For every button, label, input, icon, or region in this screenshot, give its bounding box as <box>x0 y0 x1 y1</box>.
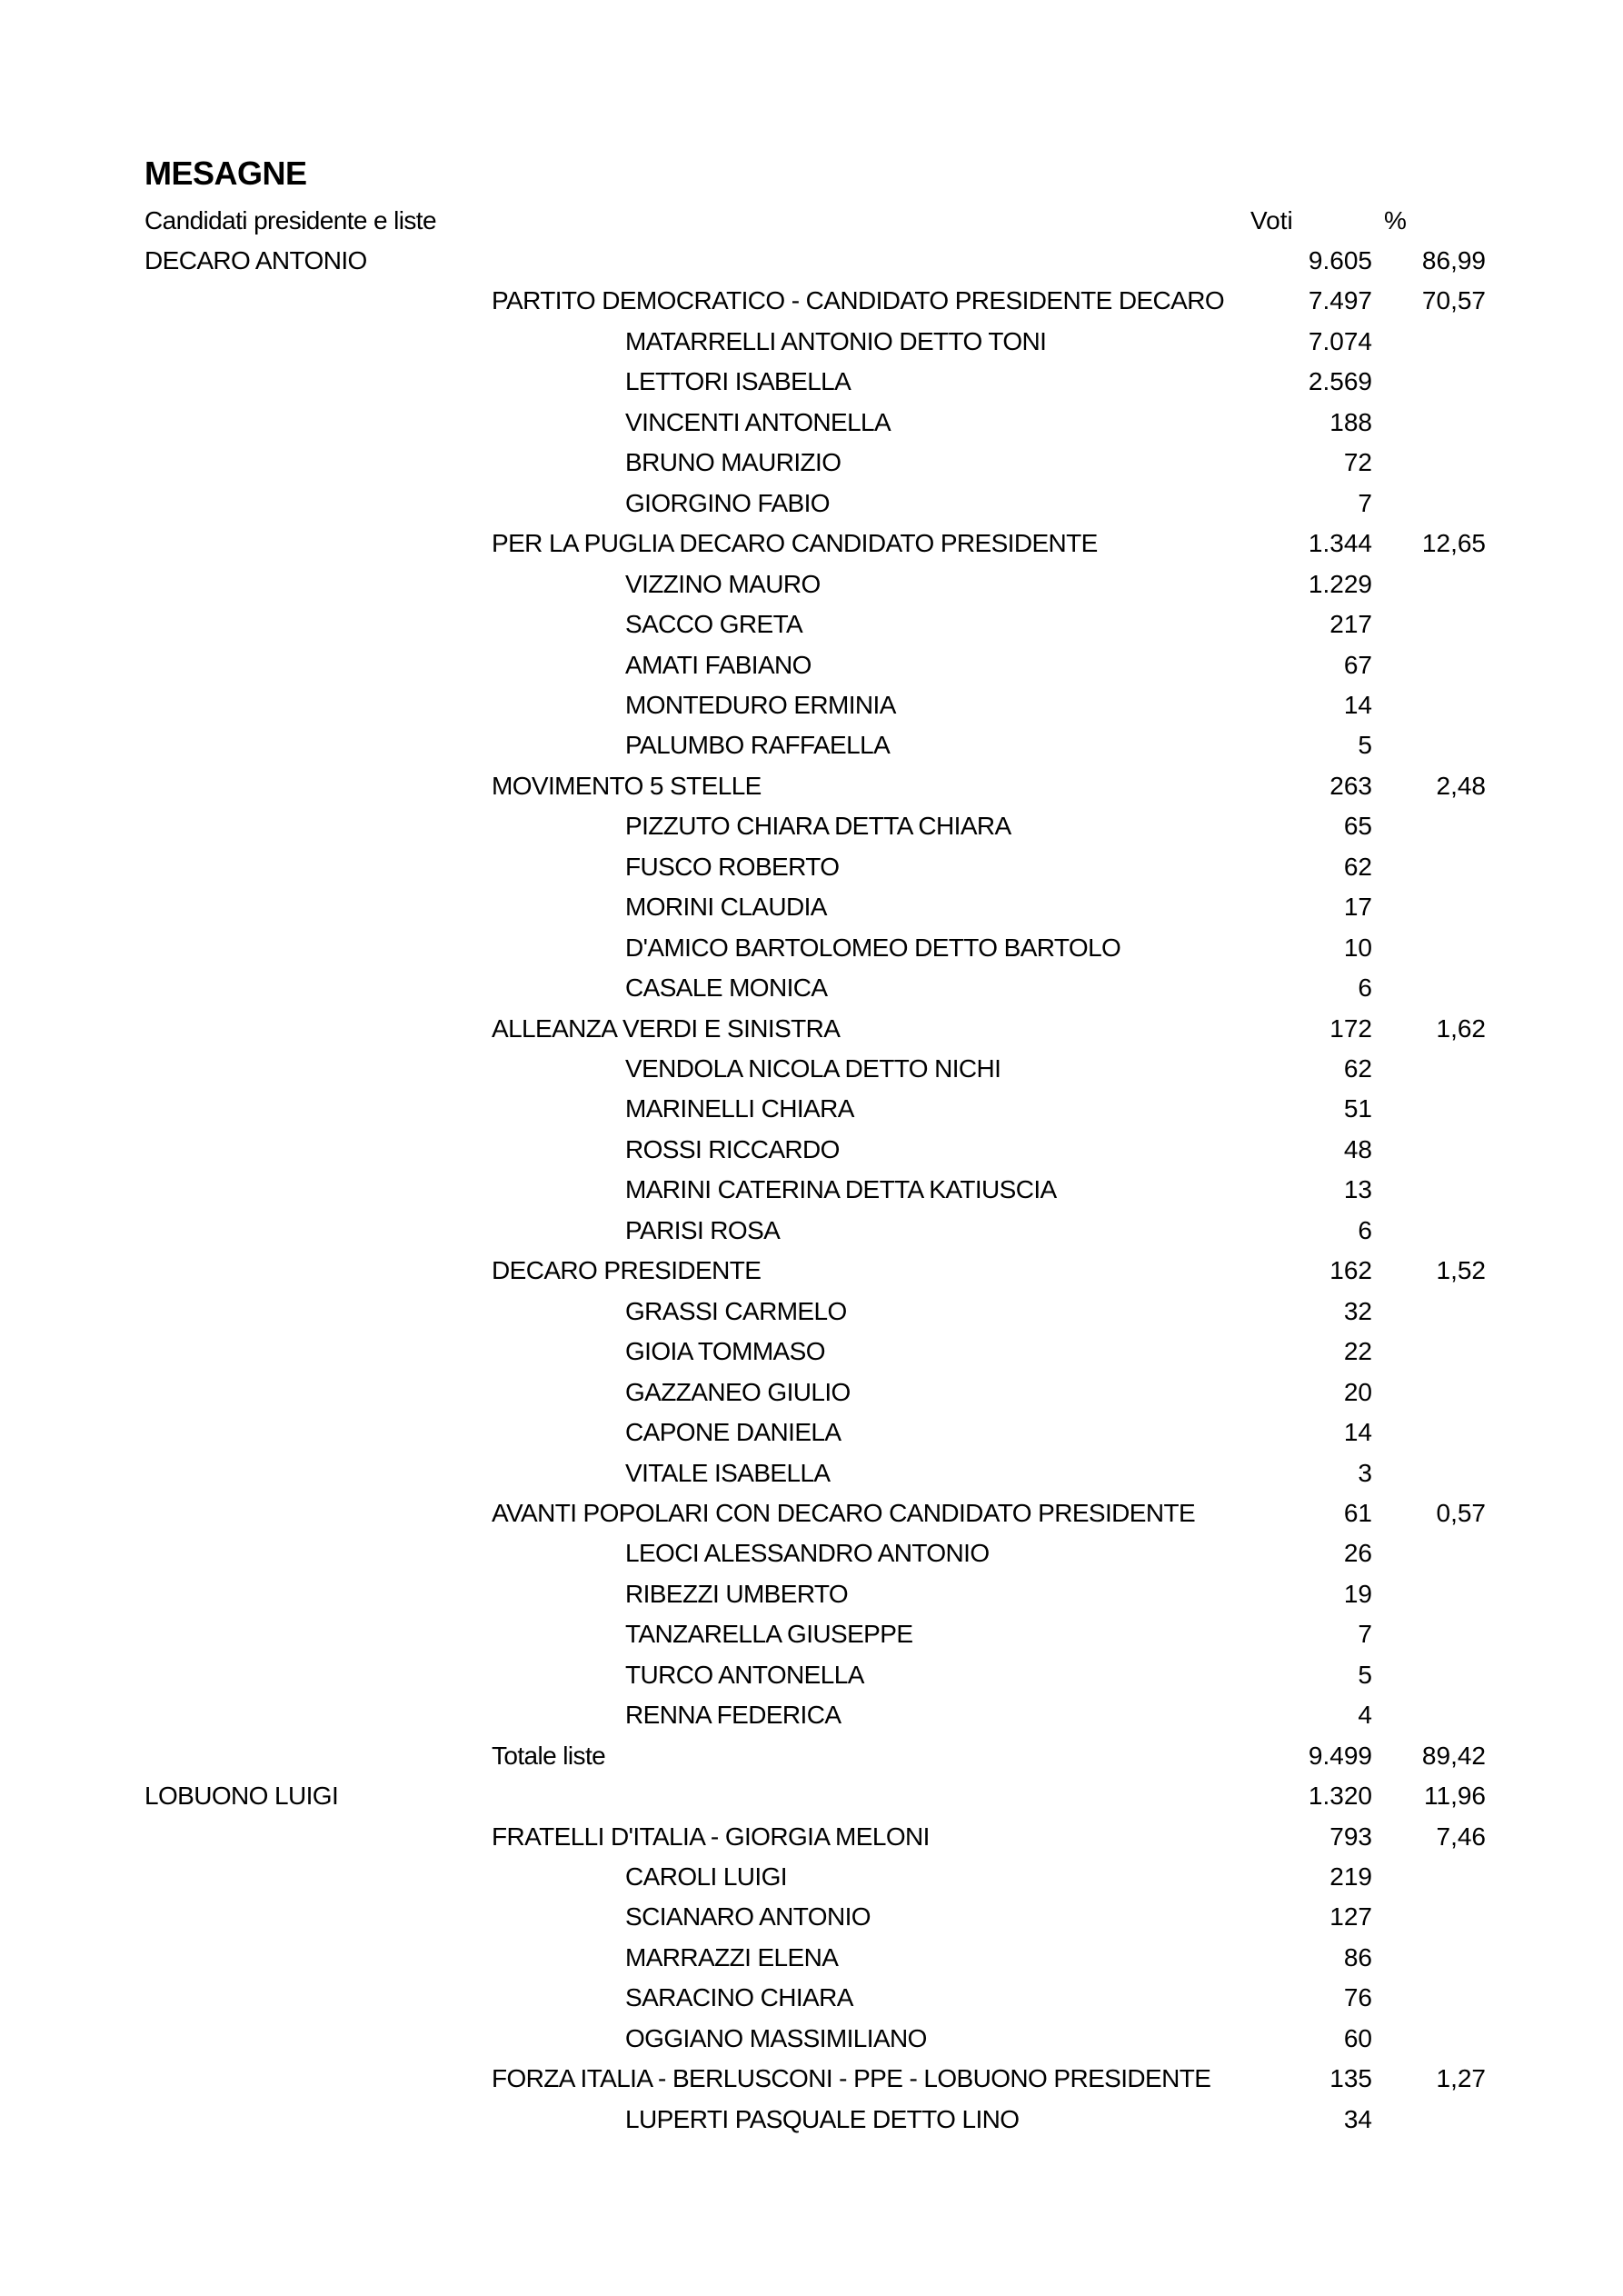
row-label: MARINI CATERINA DETTA KATIUSCIA <box>625 1175 1057 1204</box>
candidate-name-row <box>0 2100 1623 2140</box>
row-label: DECARO ANTONIO <box>144 246 367 275</box>
candidate-name-row <box>0 1373 1623 1413</box>
row-votes: 7 <box>1358 1620 1372 1649</box>
row-votes: 3 <box>1358 1458 1372 1487</box>
row-votes: 67 <box>1343 650 1372 679</box>
row-votes: 76 <box>1343 1983 1372 2012</box>
row-label: BRUNO MAURIZIO <box>625 448 841 477</box>
row-votes: 127 <box>1329 1902 1372 1932</box>
list-row <box>0 524 1623 564</box>
row-votes: 22 <box>1343 1337 1372 1366</box>
row-votes: 34 <box>1343 2104 1372 2133</box>
row-label: MARRAZZI ELENA <box>625 1942 839 1972</box>
row-votes: 263 <box>1329 771 1372 800</box>
candidate-name-row <box>0 1170 1623 1210</box>
row-votes: 10 <box>1343 933 1372 962</box>
candidate-name-row <box>0 1938 1623 1978</box>
list-row <box>0 2059 1623 2099</box>
list-row <box>0 766 1623 806</box>
row-label: FORZA ITALIA - BERLUSCONI - PPE - LOBUONO PRESIDENTE <box>492 2064 1211 2093</box>
candidate-name-row <box>0 1413 1623 1452</box>
candidate-row <box>0 241 1623 281</box>
candidate-name-row <box>0 484 1623 524</box>
list-row <box>0 1736 1623 1776</box>
row-votes: 14 <box>1343 1418 1372 1447</box>
row-votes: 2.569 <box>1308 367 1372 396</box>
list-row <box>0 1493 1623 1533</box>
row-votes: 9.605 <box>1308 246 1372 275</box>
row-label: CAROLI LUIGI <box>625 1862 787 1891</box>
row-percent: 7,46 <box>1436 1822 1486 1851</box>
candidate-name-row <box>0 928 1623 968</box>
row-percent: 11,96 <box>1424 1782 1486 1811</box>
candidate-name-row <box>0 564 1623 604</box>
row-votes: 5 <box>1358 1660 1372 1689</box>
header-percent: % <box>1384 206 1407 235</box>
row-percent: 2,48 <box>1436 771 1486 800</box>
candidate-name-row <box>0 1089 1623 1129</box>
row-label: RENNA FEDERICA <box>625 1701 841 1730</box>
header-votes: Voti <box>1250 206 1293 235</box>
row-label: PARISI ROSA <box>625 1215 781 1244</box>
row-label: TURCO ANTONELLA <box>625 1660 864 1689</box>
row-percent: 70,57 <box>1421 286 1486 315</box>
row-label: D'AMICO BARTOLOMEO DETTO BARTOLO <box>625 933 1121 962</box>
candidate-name-row <box>0 1574 1623 1614</box>
row-votes: 51 <box>1343 1094 1372 1123</box>
row-votes: 217 <box>1329 610 1372 639</box>
candidate-name-row <box>0 362 1623 402</box>
row-votes: 62 <box>1343 852 1372 881</box>
row-votes: 1.229 <box>1308 569 1372 598</box>
candidate-name-row <box>0 1857 1623 1897</box>
row-votes: 1.320 <box>1308 1782 1372 1811</box>
candidate-name-row <box>0 1614 1623 1654</box>
row-votes: 32 <box>1343 1296 1372 1325</box>
row-label: ALLEANZA VERDI E SINISTRA <box>492 1013 841 1043</box>
candidate-name-row <box>0 1655 1623 1695</box>
candidate-name-row <box>0 1978 1623 2018</box>
row-votes: 26 <box>1343 1539 1372 1568</box>
row-votes: 61 <box>1343 1498 1372 1527</box>
row-label: VINCENTI ANTONELLA <box>625 407 891 436</box>
row-percent: 1,27 <box>1436 2064 1486 2093</box>
row-votes: 20 <box>1343 1377 1372 1406</box>
candidate-name-row <box>0 887 1623 927</box>
row-label: GIOIA TOMMASO <box>625 1337 825 1366</box>
row-label: MORINI CLAUDIA <box>625 893 827 922</box>
row-votes: 162 <box>1329 1256 1372 1285</box>
row-votes: 7.497 <box>1308 286 1372 315</box>
row-label: AMATI FABIANO <box>625 650 812 679</box>
row-votes: 6 <box>1358 1215 1372 1244</box>
candidate-name-row <box>0 403 1623 443</box>
row-label: CAPONE DANIELA <box>625 1418 841 1447</box>
row-votes: 219 <box>1329 1862 1372 1891</box>
row-votes: 7.074 <box>1308 326 1372 355</box>
row-label: AVANTI POPOLARI CON DECARO CANDIDATO PRESIDENTE <box>492 1498 1196 1527</box>
row-votes: 7 <box>1358 488 1372 517</box>
row-label: TANZARELLA GIUSEPPE <box>625 1620 913 1649</box>
row-label: GAZZANEO GIULIO <box>625 1377 851 1406</box>
row-label: FUSCO ROBERTO <box>625 852 840 881</box>
row-votes: 172 <box>1329 1013 1372 1043</box>
row-label: OGGIANO MASSIMILIANO <box>625 2023 927 2052</box>
row-percent: 89,42 <box>1421 1741 1486 1770</box>
row-label: SACCO GRETA <box>625 610 803 639</box>
row-percent: 1,62 <box>1436 1013 1486 1043</box>
row-votes: 1.344 <box>1308 529 1372 558</box>
row-votes: 6 <box>1358 973 1372 1003</box>
row-percent: 1,52 <box>1436 1256 1486 1285</box>
candidate-name-row <box>0 645 1623 685</box>
candidate-name-row <box>0 322 1623 362</box>
row-votes: 4 <box>1358 1701 1372 1730</box>
candidate-name-row <box>0 1049 1623 1089</box>
row-votes: 48 <box>1343 1134 1372 1163</box>
candidate-name-row <box>0 1211 1623 1251</box>
list-row <box>0 1251 1623 1291</box>
candidate-name-row <box>0 1130 1623 1170</box>
row-label: MONTEDURO ERMINIA <box>625 690 896 719</box>
row-percent: 86,99 <box>1421 246 1486 275</box>
row-votes: 13 <box>1343 1175 1372 1204</box>
row-votes: 62 <box>1343 1054 1372 1083</box>
row-votes: 9.499 <box>1308 1741 1372 1770</box>
row-label: CASALE MONICA <box>625 973 828 1003</box>
row-label: MATARRELLI ANTONIO DETTO TONI <box>625 326 1047 355</box>
row-label: RIBEZZI UMBERTO <box>625 1579 849 1608</box>
row-votes: 17 <box>1343 893 1372 922</box>
row-votes: 60 <box>1343 2023 1372 2052</box>
candidate-name-row <box>0 443 1623 483</box>
candidate-name-row <box>0 1897 1623 1937</box>
row-label: LOBUONO LUIGI <box>144 1782 339 1811</box>
candidate-name-row <box>0 725 1623 765</box>
candidate-name-row <box>0 1453 1623 1493</box>
row-label: FRATELLI D'ITALIA - GIORGIA MELONI <box>492 1822 930 1851</box>
row-label: GRASSI CARMELO <box>625 1296 847 1325</box>
row-label: SCIANARO ANTONIO <box>625 1902 871 1932</box>
candidate-name-row <box>0 1332 1623 1372</box>
row-percent: 12,65 <box>1421 529 1486 558</box>
row-votes: 135 <box>1329 2064 1372 2093</box>
row-votes: 793 <box>1329 1822 1372 1851</box>
row-label: VENDOLA NICOLA DETTO NICHI <box>625 1054 1001 1083</box>
row-label: MARINELLI CHIARA <box>625 1094 854 1123</box>
row-votes: 86 <box>1343 1942 1372 1972</box>
candidate-row <box>0 1776 1623 1816</box>
row-votes: 72 <box>1343 448 1372 477</box>
row-label: DECARO PRESIDENTE <box>492 1256 762 1285</box>
row-label: SARACINO CHIARA <box>625 1983 853 2012</box>
row-label: GIORGINO FABIO <box>625 488 830 517</box>
row-votes: 188 <box>1329 407 1372 436</box>
row-label: Totale liste <box>492 1741 606 1770</box>
list-row <box>0 1817 1623 1857</box>
row-label: LUPERTI PASQUALE DETTO LINO <box>625 2104 1020 2133</box>
list-row <box>0 281 1623 321</box>
row-votes: 14 <box>1343 690 1372 719</box>
row-label: MOVIMENTO 5 STELLE <box>492 771 762 800</box>
row-votes: 5 <box>1358 731 1372 760</box>
list-row <box>0 1009 1623 1049</box>
candidate-name-row <box>0 806 1623 846</box>
candidate-name-row <box>0 2019 1623 2059</box>
candidate-name-row <box>0 1292 1623 1332</box>
row-label: PIZZUTO CHIARA DETTA CHIARA <box>625 812 1011 841</box>
row-label: PER LA PUGLIA DECARO CANDIDATO PRESIDENTE <box>492 529 1098 558</box>
header-label: Candidati presidente e liste <box>144 206 436 235</box>
row-label: VIZZINO MAURO <box>625 569 821 598</box>
row-label: LEOCI ALESSANDRO ANTONIO <box>625 1539 990 1568</box>
table-header <box>0 201 1623 241</box>
row-label: PALUMBO RAFFAELLA <box>625 731 891 760</box>
row-votes: 65 <box>1343 812 1372 841</box>
page-title: MESAGNE <box>144 155 307 192</box>
candidate-name-row <box>0 604 1623 644</box>
row-label: LETTORI ISABELLA <box>625 367 851 396</box>
row-percent: 0,57 <box>1436 1498 1486 1527</box>
row-label: VITALE ISABELLA <box>625 1458 831 1487</box>
row-label: PARTITO DEMOCRATICO - CANDIDATO PRESIDENTE DECARO <box>492 286 1225 315</box>
candidate-name-row <box>0 1533 1623 1573</box>
row-label: ROSSI RICCARDO <box>625 1134 840 1163</box>
candidate-name-row <box>0 968 1623 1008</box>
candidate-name-row <box>0 685 1623 725</box>
row-votes: 19 <box>1343 1579 1372 1608</box>
candidate-name-row <box>0 847 1623 887</box>
candidate-name-row <box>0 1695 1623 1735</box>
